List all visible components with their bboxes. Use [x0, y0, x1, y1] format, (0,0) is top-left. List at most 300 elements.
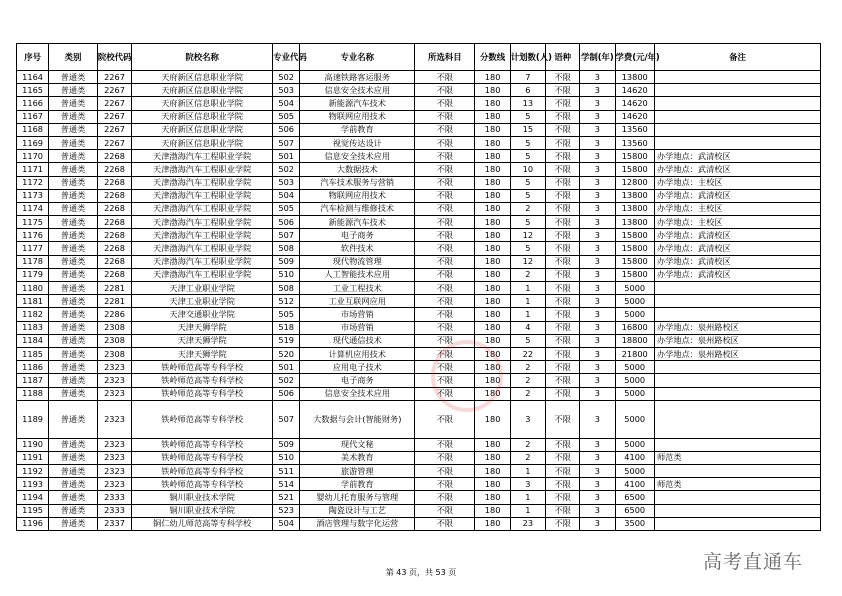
table-cell: 5000 [615, 465, 654, 478]
table-row [17, 347, 821, 360]
table-cell: 2267 [97, 71, 131, 84]
table-cell: 不限 [415, 282, 475, 295]
table-cell: 不限 [415, 400, 475, 438]
table-cell: 2323 [97, 361, 131, 374]
table-cell: 2323 [97, 387, 131, 400]
table-cell: 6500 [615, 504, 654, 517]
table-cell: 2268 [97, 229, 131, 242]
table-cell: 不限 [546, 491, 580, 504]
table-cell: 信息安全技术应用 [300, 150, 415, 163]
brand-logo: 高考直通车 [703, 551, 804, 573]
table-cell: 天津渤海汽车工程职业学院 [132, 229, 273, 242]
table-cell: 1181 [17, 295, 49, 308]
table-cell [654, 517, 820, 530]
table-cell: 180 [475, 517, 510, 530]
table-cell: 1164 [17, 71, 49, 84]
table-cell: 不限 [546, 438, 580, 451]
table-cell: 1194 [17, 491, 49, 504]
table-cell: 3 [580, 150, 615, 163]
table-cell: 3 [580, 216, 615, 229]
table-cell: 普通类 [49, 517, 98, 530]
table-cell: 1180 [17, 282, 49, 295]
table-cell: 办学地点：主校区 [654, 202, 820, 215]
table-cell: 普通类 [49, 216, 98, 229]
table-cell: 铁岭师范高等专科学校 [132, 374, 273, 387]
table-cell: 工业工程技术 [300, 282, 415, 295]
table-cell: 普通类 [49, 110, 98, 123]
table-cell: 2333 [97, 504, 131, 517]
table-row [17, 334, 821, 347]
table-cell: 普通类 [49, 295, 98, 308]
table-cell: 180 [475, 465, 510, 478]
table-row [17, 71, 821, 84]
table-cell: 不限 [415, 136, 475, 149]
table-cell: 510 [273, 268, 300, 281]
table-row [17, 189, 821, 202]
table-cell: 视觉传达设计 [300, 136, 415, 149]
table-cell: 3 [580, 374, 615, 387]
table-cell: 不限 [546, 517, 580, 530]
table-cell: 普通类 [49, 321, 98, 334]
table-cell: 510 [273, 451, 300, 464]
table-cell: 180 [475, 334, 510, 347]
table-cell: 天津渤海汽车工程职业学院 [132, 189, 273, 202]
table-row [17, 451, 821, 464]
table-cell: 普通类 [49, 163, 98, 176]
table-cell: 铁岭师范高等专科学校 [132, 361, 273, 374]
table-row [17, 295, 821, 308]
table-cell: 23 [510, 517, 545, 530]
table-row [17, 163, 821, 176]
table-cell: 508 [273, 282, 300, 295]
table-cell: 办学地点：武清校区 [654, 255, 820, 268]
table-cell: 2268 [97, 242, 131, 255]
table-cell: 天府新区信息职业学院 [132, 71, 273, 84]
table-cell: 180 [475, 176, 510, 189]
table-cell: 不限 [415, 478, 475, 491]
table-cell: 3 [580, 202, 615, 215]
table-cell: 不限 [415, 176, 475, 189]
table-cell: 180 [475, 347, 510, 360]
table-cell: 2268 [97, 189, 131, 202]
table-cell: 14620 [615, 84, 654, 97]
table-cell: 3 [580, 71, 615, 84]
table-row [17, 202, 821, 215]
table-cell: 501 [273, 150, 300, 163]
table-row [17, 308, 821, 321]
table-cell [654, 282, 820, 295]
table-cell: 1177 [17, 242, 49, 255]
table-row [17, 97, 821, 110]
table-cell: 普通类 [49, 229, 98, 242]
table-cell: 普通类 [49, 438, 98, 451]
table-cell [654, 465, 820, 478]
table-cell: 不限 [415, 504, 475, 517]
table-cell: 2268 [97, 255, 131, 268]
table-cell: 12800 [615, 176, 654, 189]
table-cell: 180 [475, 110, 510, 123]
header-cell: 学费(元/年) [615, 44, 654, 71]
table-cell: 信息安全技术应用 [300, 84, 415, 97]
table-cell: 3 [580, 282, 615, 295]
table-row [17, 110, 821, 123]
table-cell: 高速铁路客运服务 [300, 71, 415, 84]
table-cell: 505 [273, 202, 300, 215]
table-cell: 1 [510, 308, 545, 321]
table-cell: 3 [580, 242, 615, 255]
table-cell: 3 [580, 504, 615, 517]
table-cell: 不限 [415, 387, 475, 400]
table-cell [654, 400, 820, 438]
table-cell: 1167 [17, 110, 49, 123]
table-cell: 504 [273, 517, 300, 530]
table-cell: 不限 [415, 438, 475, 451]
table-cell: 2268 [97, 150, 131, 163]
table-cell: 酒店管理与数字化运营 [300, 517, 415, 530]
table-cell: 180 [475, 97, 510, 110]
table-cell [654, 438, 820, 451]
table-row [17, 216, 821, 229]
table-cell: 市场营销 [300, 321, 415, 334]
table-cell: 5000 [615, 400, 654, 438]
table-cell: 计算机应用技术 [300, 347, 415, 360]
table-cell: 501 [273, 361, 300, 374]
table-cell: 不限 [546, 465, 580, 478]
table-cell: 不限 [415, 465, 475, 478]
table-cell: 2 [510, 451, 545, 464]
table-cell: 5000 [615, 308, 654, 321]
table-cell: 1 [510, 504, 545, 517]
table-cell: 1188 [17, 387, 49, 400]
table-cell: 13560 [615, 136, 654, 149]
table-cell: 不限 [415, 97, 475, 110]
header-cell: 类别 [49, 44, 98, 71]
table-cell: 不限 [415, 374, 475, 387]
table-cell: 不限 [546, 189, 580, 202]
table-cell: 22 [510, 347, 545, 360]
table-cell: 不限 [415, 321, 475, 334]
table-cell: 5 [510, 189, 545, 202]
table-cell: 物联网应用技术 [300, 189, 415, 202]
table-cell: 521 [273, 491, 300, 504]
table-cell: 3 [580, 255, 615, 268]
table-cell: 普通类 [49, 334, 98, 347]
table-cell: 5 [510, 334, 545, 347]
table-cell: 办学地点：武清校区 [654, 229, 820, 242]
table-cell: 3 [580, 84, 615, 97]
table-cell: 办学地点：武清校区 [654, 268, 820, 281]
table-cell: 509 [273, 255, 300, 268]
table-cell: 518 [273, 321, 300, 334]
table-cell: 512 [273, 295, 300, 308]
table-cell: 铁岭师范高等专科学校 [132, 465, 273, 478]
table-cell: 2323 [97, 478, 131, 491]
table-cell: 不限 [415, 255, 475, 268]
table-cell: 1171 [17, 163, 49, 176]
table-row [17, 465, 821, 478]
table-cell: 1168 [17, 123, 49, 136]
table-header-row [17, 44, 821, 71]
table-cell: 人工智能技术应用 [300, 268, 415, 281]
table-cell: 天津交通职业学院 [132, 308, 273, 321]
table-cell: 6500 [615, 491, 654, 504]
table-cell: 1191 [17, 451, 49, 464]
table-cell: 普通类 [49, 202, 98, 215]
table-cell [654, 374, 820, 387]
table-cell: 180 [475, 504, 510, 517]
table-cell: 1189 [17, 400, 49, 438]
table-cell: 180 [475, 150, 510, 163]
table-cell: 3 [580, 110, 615, 123]
table-row [17, 123, 821, 136]
table-cell: 21800 [615, 347, 654, 360]
table-cell: 3 [580, 387, 615, 400]
table-cell: 180 [475, 268, 510, 281]
table-cell: 1186 [17, 361, 49, 374]
table-cell: 2267 [97, 84, 131, 97]
table-cell: 505 [273, 110, 300, 123]
table-cell: 不限 [546, 110, 580, 123]
table-cell: 不限 [415, 334, 475, 347]
table-cell: 180 [475, 71, 510, 84]
table-cell: 不限 [415, 451, 475, 464]
table-cell: 504 [273, 189, 300, 202]
table-cell: 不限 [546, 84, 580, 97]
table-cell: 不限 [546, 451, 580, 464]
table-cell: 不限 [415, 229, 475, 242]
table-cell: 2267 [97, 136, 131, 149]
table-cell: 天府新区信息职业学院 [132, 110, 273, 123]
table-cell: 婴幼儿托育服务与管理 [300, 491, 415, 504]
table-cell [654, 387, 820, 400]
table-cell: 不限 [546, 71, 580, 84]
header-cell: 所选科目 [415, 44, 475, 71]
table-cell: 5000 [615, 361, 654, 374]
table-cell: 180 [475, 295, 510, 308]
table-cell: 2268 [97, 202, 131, 215]
table-cell: 14620 [615, 110, 654, 123]
table-cell: 2323 [97, 438, 131, 451]
table-cell: 13800 [615, 189, 654, 202]
table-cell: 办学地点：泉州路校区 [654, 321, 820, 334]
table-cell: 3500 [615, 517, 654, 530]
table-cell: 不限 [546, 282, 580, 295]
table-cell: 1 [510, 295, 545, 308]
table-cell: 师范类 [654, 451, 820, 464]
admission-plan-table [16, 43, 821, 531]
table-cell: 2268 [97, 268, 131, 281]
table-cell: 不限 [415, 71, 475, 84]
table-cell: 503 [273, 176, 300, 189]
table-cell: 10 [510, 163, 545, 176]
table-row [17, 504, 821, 517]
table-cell: 不限 [415, 491, 475, 504]
table-cell: 不限 [415, 268, 475, 281]
table-cell: 3 [580, 478, 615, 491]
table-cell: 2323 [97, 374, 131, 387]
table-cell: 180 [475, 282, 510, 295]
table-cell: 3 [510, 400, 545, 438]
table-cell: 旅游管理 [300, 465, 415, 478]
header-cell: 院校代码 [97, 44, 131, 71]
table-cell: 505 [273, 308, 300, 321]
header-cell: 专业名称 [300, 44, 415, 71]
table-cell: 1187 [17, 374, 49, 387]
table-cell: 3 [580, 517, 615, 530]
table-cell: 天津天狮学院 [132, 334, 273, 347]
table-cell: 180 [475, 136, 510, 149]
table-cell: 13560 [615, 123, 654, 136]
table-cell: 不限 [546, 255, 580, 268]
table-cell: 18800 [615, 334, 654, 347]
table-cell: 普通类 [49, 308, 98, 321]
table-cell: 12 [510, 229, 545, 242]
table-cell: 不限 [546, 97, 580, 110]
table-cell: 电子商务 [300, 374, 415, 387]
header-cell: 专业代码 [273, 44, 300, 71]
page-number: 第 43 页，共 53 页 [385, 568, 457, 577]
table-cell: 1178 [17, 255, 49, 268]
table-cell: 1174 [17, 202, 49, 215]
table-cell: 15800 [615, 255, 654, 268]
table-cell: 普通类 [49, 150, 98, 163]
table-cell: 2308 [97, 334, 131, 347]
table-cell: 普通类 [49, 282, 98, 295]
table-cell: 3 [580, 189, 615, 202]
table-cell: 180 [475, 321, 510, 334]
table-cell [654, 361, 820, 374]
table-cell: 506 [273, 387, 300, 400]
table-cell [654, 97, 820, 110]
table-row [17, 255, 821, 268]
table-cell: 506 [273, 123, 300, 136]
table-cell: 13800 [615, 71, 654, 84]
table-cell: 天津渤海汽车工程职业学院 [132, 268, 273, 281]
table-cell: 铁岭师范高等专科学校 [132, 451, 273, 464]
table-cell: 180 [475, 438, 510, 451]
table-cell: 普通类 [49, 347, 98, 360]
table-cell: 5000 [615, 387, 654, 400]
table-cell: 软件技术 [300, 242, 415, 255]
table-cell: 汽车检测与维修技术 [300, 202, 415, 215]
table-cell [654, 84, 820, 97]
table-cell: 1170 [17, 150, 49, 163]
table-row [17, 282, 821, 295]
table-cell: 1166 [17, 97, 49, 110]
table-cell: 不限 [546, 268, 580, 281]
table-cell: 2 [510, 438, 545, 451]
table-row [17, 491, 821, 504]
table-cell: 3 [580, 163, 615, 176]
table-cell: 1192 [17, 465, 49, 478]
table-cell: 办学地点：武清校区 [654, 189, 820, 202]
table-cell: 铜川职业技术学院 [132, 491, 273, 504]
table-cell: 2268 [97, 163, 131, 176]
table-cell: 普通类 [49, 123, 98, 136]
table-cell: 现代物流管理 [300, 255, 415, 268]
table-cell: 3 [580, 438, 615, 451]
table-cell: 办学地点：主校区 [654, 216, 820, 229]
table-cell: 1 [510, 465, 545, 478]
table-cell: 不限 [546, 334, 580, 347]
table-cell: 不限 [546, 478, 580, 491]
table-cell: 180 [475, 163, 510, 176]
table-row [17, 176, 821, 189]
table-cell: 1183 [17, 321, 49, 334]
table-cell: 2 [510, 202, 545, 215]
table-row [17, 400, 821, 438]
table-cell: 12 [510, 255, 545, 268]
table-cell: 普通类 [49, 465, 98, 478]
table-cell: 180 [475, 229, 510, 242]
table-cell: 大数据与会计(智能财务) [300, 400, 415, 438]
table-cell: 502 [273, 71, 300, 84]
table-row [17, 517, 821, 530]
table-cell: 普通类 [49, 176, 98, 189]
table-cell: 普通类 [49, 71, 98, 84]
table-cell: 2281 [97, 282, 131, 295]
table-cell: 不限 [546, 504, 580, 517]
table-cell: 办学地点：武清校区 [654, 242, 820, 255]
table-cell: 1175 [17, 216, 49, 229]
table-cell: 不限 [415, 361, 475, 374]
table-cell: 5000 [615, 295, 654, 308]
table-cell: 180 [475, 189, 510, 202]
table-cell: 7 [510, 71, 545, 84]
table-cell: 铁岭师范高等专科学校 [132, 387, 273, 400]
table-cell: 办学地点：武清校区 [654, 150, 820, 163]
table-cell: 5000 [615, 438, 654, 451]
table-cell: 普通类 [49, 491, 98, 504]
table-row [17, 229, 821, 242]
header-cell: 院校名称 [132, 44, 273, 71]
table-cell [654, 295, 820, 308]
table-cell: 天府新区信息职业学院 [132, 136, 273, 149]
table-cell: 502 [273, 163, 300, 176]
table-cell: 180 [475, 451, 510, 464]
table-cell: 3 [580, 400, 615, 438]
table-cell: 普通类 [49, 374, 98, 387]
table-cell: 1179 [17, 268, 49, 281]
table-cell: 16800 [615, 321, 654, 334]
table-cell: 2323 [97, 400, 131, 438]
table-cell: 普通类 [49, 97, 98, 110]
table-cell: 1196 [17, 517, 49, 530]
table-cell: 工业互联网应用 [300, 295, 415, 308]
table-cell: 普通类 [49, 400, 98, 438]
table-cell: 普通类 [49, 189, 98, 202]
table-cell: 2268 [97, 176, 131, 189]
table-cell: 办学地点：武清校区 [654, 163, 820, 176]
table-cell: 14620 [615, 97, 654, 110]
table-cell: 普通类 [49, 268, 98, 281]
table-cell: 天津渤海汽车工程职业学院 [132, 216, 273, 229]
table-cell: 天津渤海汽车工程职业学院 [132, 255, 273, 268]
table-cell: 6 [510, 84, 545, 97]
table-cell: 3 [580, 361, 615, 374]
table-cell: 铁岭师范高等专科学校 [132, 478, 273, 491]
table-cell: 180 [475, 255, 510, 268]
table-cell: 不限 [546, 163, 580, 176]
table-cell: 陶瓷设计与工艺 [300, 504, 415, 517]
table-cell: 不限 [546, 400, 580, 438]
table-cell: 507 [273, 229, 300, 242]
table-cell: 普通类 [49, 255, 98, 268]
table-cell: 180 [475, 374, 510, 387]
table-cell: 3 [580, 176, 615, 189]
table-cell: 3 [580, 295, 615, 308]
table-cell: 506 [273, 216, 300, 229]
